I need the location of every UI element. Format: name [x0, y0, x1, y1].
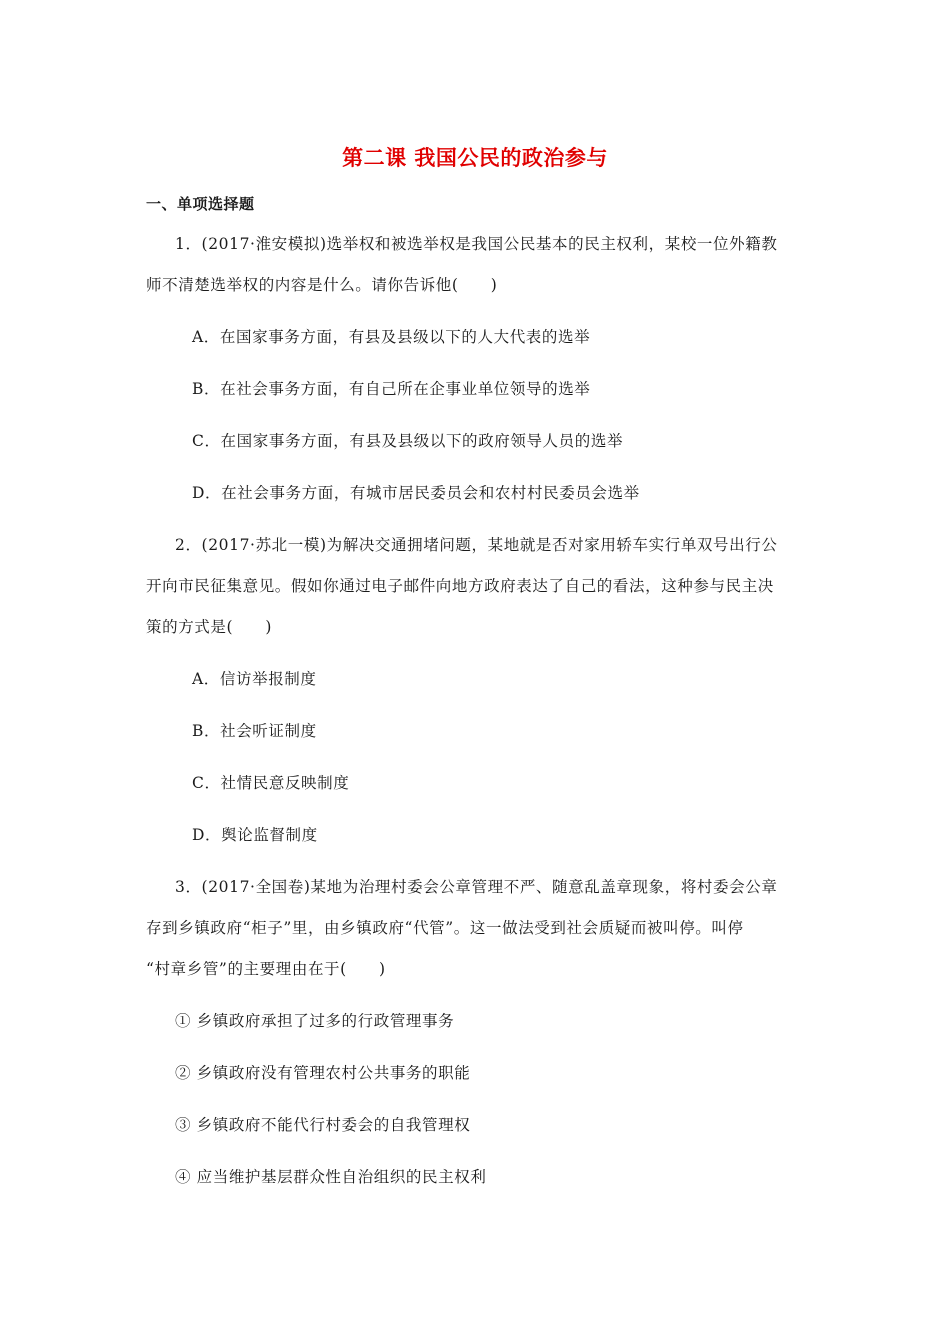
question-1-option-d: D．在社会事务方面，有城市居民委员会和农村村民委员会选举: [192, 484, 640, 502]
question-1-option-a: A．在国家事务方面，有县及县级以下的人大代表的选举: [192, 328, 591, 346]
question-1-option-c: C．在国家事务方面，有县及县级以下的政府领导人员的选举: [192, 432, 624, 450]
question-3-line-3: “村章乡管”的主要理由在于( ): [146, 960, 386, 978]
question-2-option-c: C．社情民意反映制度: [192, 774, 350, 792]
question-2-option-a: A．信访举报制度: [192, 670, 317, 688]
question-3-statement-2: ② 乡镇政府没有管理农村公共事务的职能: [175, 1064, 471, 1082]
question-2-line-2: 开向市民征集意见。假如你通过电子邮件向地方政府表达了自己的看法，这种参与民主决: [146, 577, 774, 595]
question-3-statement-3: ③ 乡镇政府不能代行村委会的自我管理权: [175, 1116, 471, 1134]
question-3-statement-4: ④ 应当维护基层群众性自治组织的民主权利: [175, 1168, 487, 1186]
question-3-line-2: 存到乡镇政府“柜子”里，由乡镇政府“代管”。这一做法受到社会质疑而被叫停。叫停: [146, 919, 744, 937]
question-1-line-2: 师不清楚选举权的内容是什么。请你告诉他( ): [146, 276, 498, 294]
question-3-line-1: 3．(2017·全国卷)某地为治理村委会公章管理不严、随意乱盖章现象，将村委会公章: [175, 878, 778, 896]
page-title: 第二课 我国公民的政治参与: [342, 146, 608, 170]
question-1-option-b: B．在社会事务方面，有自己所在企事业单位领导的选举: [192, 380, 591, 398]
question-3-statement-1: ① 乡镇政府承担了过多的行政管理事务: [175, 1012, 455, 1030]
question-2-line-1: 2．(2017·苏北一模)为解决交通拥堵问题，某地就是否对家用轿车实行单双号出行公: [175, 536, 778, 554]
section-heading: 一、单项选择题: [146, 195, 255, 213]
question-2-option-d: D．舆论监督制度: [192, 826, 318, 844]
question-1-line-1: 1．(2017·淮安模拟)选举权和被选举权是我国公民基本的民主权利，某校一位外籍教: [175, 235, 778, 253]
question-2-line-3: 策的方式是( ): [146, 618, 272, 636]
question-2-option-b: B．社会听证制度: [192, 722, 317, 740]
